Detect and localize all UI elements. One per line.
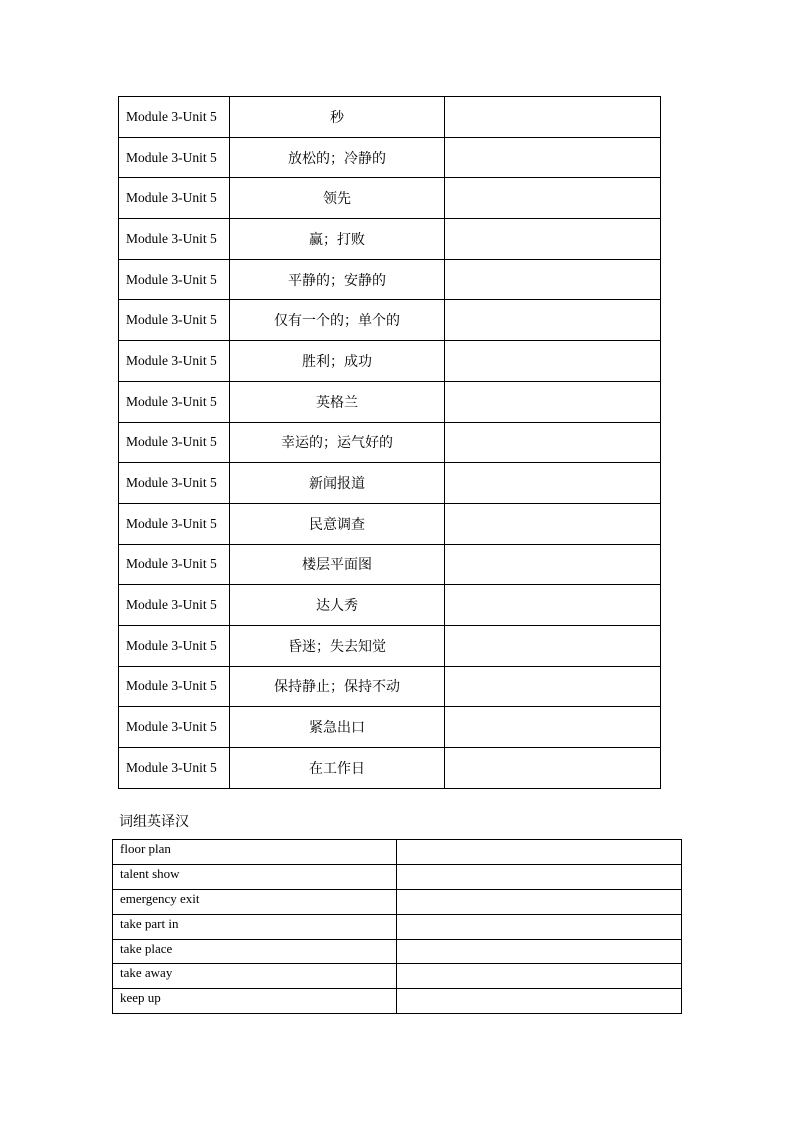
vocab-row — [119, 300, 661, 341]
english-phrase-cell: take place — [113, 939, 397, 964]
vocabulary-table-body — [119, 97, 661, 789]
unit-label-cell: Module 3-Unit 5 — [119, 259, 230, 300]
translation-blank-cell[interactable] — [397, 840, 682, 865]
unit-label-cell: Module 3-Unit 5 — [119, 463, 230, 504]
answer-blank-cell[interactable] — [445, 625, 661, 666]
phrase-row — [113, 864, 682, 889]
translation-blank-cell[interactable] — [397, 939, 682, 964]
translation-blank-cell[interactable] — [397, 914, 682, 939]
vocab-row — [119, 381, 661, 422]
phrase-row — [113, 889, 682, 914]
vocab-row — [119, 748, 661, 789]
phrase-row — [113, 939, 682, 964]
answer-blank-cell[interactable] — [445, 503, 661, 544]
unit-label-cell: Module 3-Unit 5 — [119, 178, 230, 219]
english-phrase-cell: floor plan — [113, 840, 397, 865]
translation-blank-cell[interactable] — [397, 964, 682, 989]
vocab-row — [119, 585, 661, 626]
english-phrase-cell: take part in — [113, 914, 397, 939]
chinese-meaning-cell: 放松的；冷静的 — [230, 137, 445, 178]
unit-label-cell: Module 3-Unit 5 — [119, 707, 230, 748]
chinese-meaning-cell: 仅有一个的；单个的 — [230, 300, 445, 341]
unit-label-cell: Module 3-Unit 5 — [119, 137, 230, 178]
unit-label-cell: Module 3-Unit 5 — [119, 585, 230, 626]
vocab-row — [119, 97, 661, 138]
vocab-row — [119, 341, 661, 382]
chinese-meaning-cell: 幸运的；运气好的 — [230, 422, 445, 463]
answer-blank-cell[interactable] — [445, 341, 661, 382]
chinese-meaning-cell: 赢；打败 — [230, 219, 445, 260]
vocab-row — [119, 463, 661, 504]
chinese-meaning-cell: 平静的；安静的 — [230, 259, 445, 300]
chinese-meaning-cell: 新闻报道 — [230, 463, 445, 504]
unit-label-cell: Module 3-Unit 5 — [119, 748, 230, 789]
phrase-row — [113, 964, 682, 989]
vocab-row — [119, 137, 661, 178]
unit-label-cell: Module 3-Unit 5 — [119, 544, 230, 585]
answer-blank-cell[interactable] — [445, 178, 661, 219]
answer-blank-cell[interactable] — [445, 300, 661, 341]
chinese-meaning-cell: 胜利；成功 — [230, 341, 445, 382]
phrase-table-body — [113, 840, 682, 1014]
chinese-meaning-cell: 领先 — [230, 178, 445, 219]
vocab-row — [119, 259, 661, 300]
answer-blank-cell[interactable] — [445, 381, 661, 422]
chinese-meaning-cell: 英格兰 — [230, 381, 445, 422]
vocab-row — [119, 178, 661, 219]
vocab-row — [119, 422, 661, 463]
english-phrase-cell: talent show — [113, 864, 397, 889]
chinese-meaning-cell: 民意调查 — [230, 503, 445, 544]
vocab-row — [119, 666, 661, 707]
english-phrase-cell: keep up — [113, 989, 397, 1014]
unit-label-cell: Module 3-Unit 5 — [119, 97, 230, 138]
english-phrase-cell: emergency exit — [113, 889, 397, 914]
phrase-section-heading: 词组英译汉 — [119, 814, 189, 830]
answer-blank-cell[interactable] — [445, 219, 661, 260]
chinese-meaning-cell: 紧急出口 — [230, 707, 445, 748]
phrase-row — [113, 989, 682, 1014]
chinese-meaning-cell: 楼层平面图 — [230, 544, 445, 585]
vocab-row — [119, 544, 661, 585]
phrase-translation-table — [112, 839, 682, 1014]
translation-blank-cell[interactable] — [397, 864, 682, 889]
answer-blank-cell[interactable] — [445, 137, 661, 178]
answer-blank-cell[interactable] — [445, 707, 661, 748]
translation-blank-cell[interactable] — [397, 989, 682, 1014]
answer-blank-cell[interactable] — [445, 585, 661, 626]
chinese-meaning-cell: 昏迷；失去知觉 — [230, 625, 445, 666]
unit-label-cell: Module 3-Unit 5 — [119, 341, 230, 382]
vocab-row — [119, 625, 661, 666]
english-phrase-cell: take away — [113, 964, 397, 989]
unit-label-cell: Module 3-Unit 5 — [119, 666, 230, 707]
answer-blank-cell[interactable] — [445, 544, 661, 585]
unit-label-cell: Module 3-Unit 5 — [119, 381, 230, 422]
phrase-row — [113, 840, 682, 865]
chinese-meaning-cell: 在工作日 — [230, 748, 445, 789]
phrase-row — [113, 914, 682, 939]
vocab-row — [119, 707, 661, 748]
unit-label-cell: Module 3-Unit 5 — [119, 422, 230, 463]
vocab-row — [119, 503, 661, 544]
answer-blank-cell[interactable] — [445, 666, 661, 707]
unit-label-cell: Module 3-Unit 5 — [119, 219, 230, 260]
answer-blank-cell[interactable] — [445, 97, 661, 138]
answer-blank-cell[interactable] — [445, 259, 661, 300]
answer-blank-cell[interactable] — [445, 463, 661, 504]
unit-label-cell: Module 3-Unit 5 — [119, 625, 230, 666]
answer-blank-cell[interactable] — [445, 748, 661, 789]
answer-blank-cell[interactable] — [445, 422, 661, 463]
translation-blank-cell[interactable] — [397, 889, 682, 914]
chinese-meaning-cell: 保持静止；保持不动 — [230, 666, 445, 707]
chinese-meaning-cell: 达人秀 — [230, 585, 445, 626]
unit-label-cell: Module 3-Unit 5 — [119, 300, 230, 341]
chinese-meaning-cell: 秒 — [230, 97, 445, 138]
vocabulary-table — [118, 96, 661, 789]
vocab-row — [119, 219, 661, 260]
unit-label-cell: Module 3-Unit 5 — [119, 503, 230, 544]
